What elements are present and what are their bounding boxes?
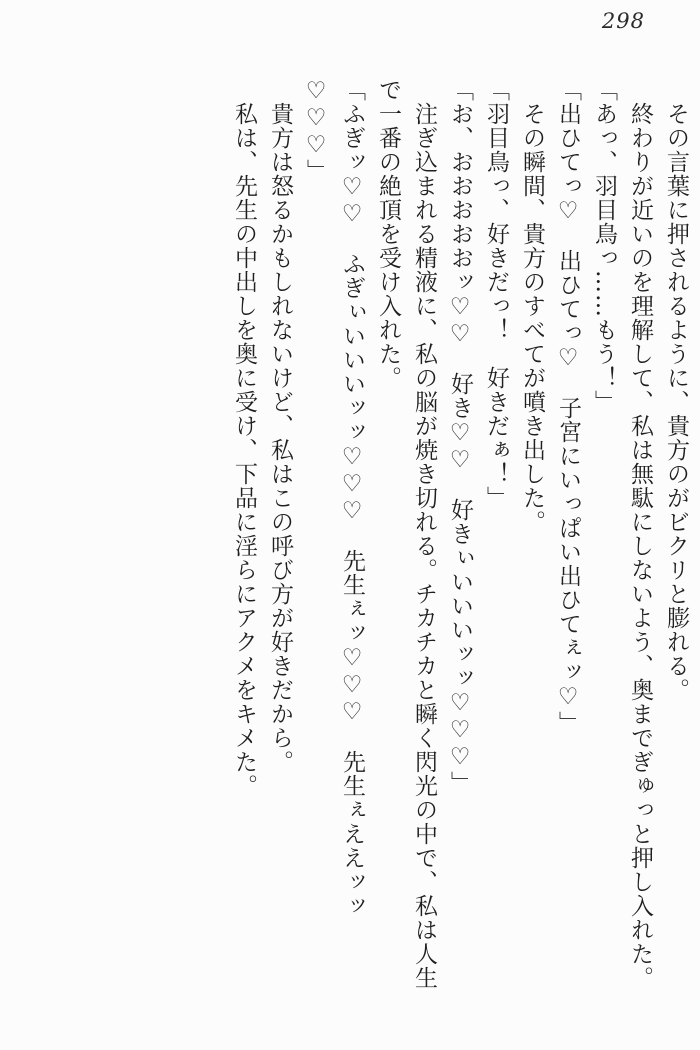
paragraph: 私は、先生の中出しを奥に受け、下品に淫らにアクメをキメた。: [231, 102, 257, 798]
paragraph: 「あっ、羽目鳥っ……もう！」: [591, 78, 617, 414]
paragraph: 終わりが近いのを理解して、私は無駄にしないよう、奥までぎゅっと押し入れた。: [627, 102, 653, 990]
paragraph: 「出ひてっ♡ 出ひてっ♡ 子宮にいっぱい出ひてぇッ♡」: [555, 78, 581, 735]
page-number: 298: [601, 9, 645, 33]
paragraph: 貴方は怒るかもしれないけど、私はこの呼び方が好きだから。: [267, 102, 293, 774]
paragraph: 「ふぎッ♡♡ ふぎぃいいいッッ♡♡♡ 先生ぇッ♡♡♡ 先生ぇええッッ♡♡♡」: [303, 78, 365, 918]
paragraph: その言葉に押されるように、貴方のがビクリと膨れる。: [663, 102, 689, 702]
novel-text-block: [226, 78, 694, 990]
paragraph: その瞬間、貴方のすべてが噴き出した。: [519, 102, 545, 534]
paragraph: 注ぎ込まれる精液に、私の脳が焼き切れる。チカチカと瞬く閃光の中で、私は人生で一番の絶頂を受け入れた。: [375, 78, 437, 990]
paragraph: 「お、おおおおおッ♡♡ 好き♡♡ 好きぃいいいッッ♡♡♡」: [447, 78, 473, 795]
paragraph: 「羽目鳥っ、好きだっ！ 好きだぁ！」: [483, 78, 509, 510]
